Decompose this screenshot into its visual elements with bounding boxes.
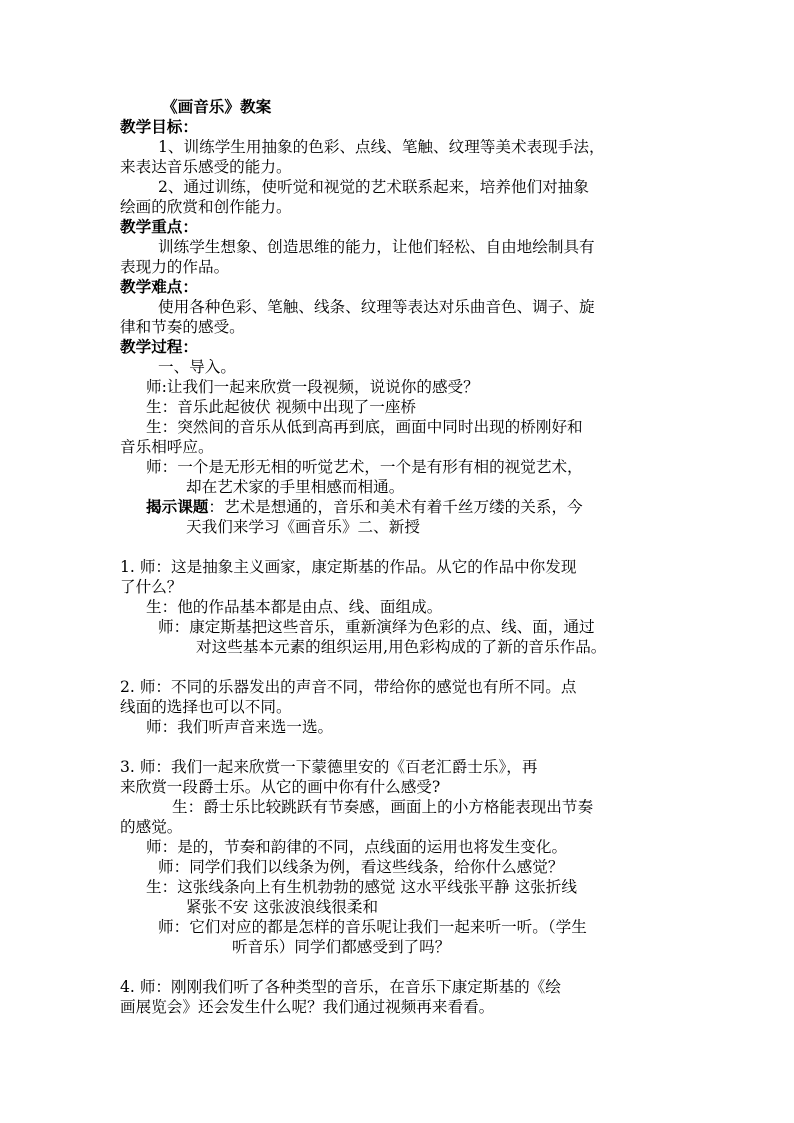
goal-2-line-1: 2、通过训练，使听觉和视觉的艺术联系起来，培养他们对抽象 (158, 178, 589, 196)
student-line-2b: 音乐相呼应。 (120, 438, 214, 456)
reveal-text: ：艺术是想通的，音乐和美术有着千丝万缕的关系，今 (208, 498, 583, 516)
reveal-line-2: 天我们来学习《画音乐》二、新授 (186, 518, 420, 536)
difficulty-line-2: 律和节奏的感受。 (120, 318, 245, 336)
difficulty-line-1: 使用各种色彩、笔触、线条、纹理等表达对乐曲音色、调子、旋 (158, 298, 595, 316)
section-3-line-8: 紧张不安 这张波浪线很柔和 (186, 898, 379, 916)
section-3-line-3: 生：爵士乐比较跳跃有节奏感，画面上的小方格能表现出节奏 (172, 798, 594, 816)
section-3-line-5: 师：是的，节奏和韵律的不同，点线面的运用也将发生变化。 (146, 838, 568, 856)
reveal-line-1 (146, 497, 583, 517)
section-1-line-2: 了什么？ (120, 578, 183, 596)
intro-step: 一、导入。 (158, 358, 236, 376)
process-heading: 教学过程： (120, 337, 198, 356)
focus-line-2: 表现力的作品。 (120, 258, 230, 276)
goal-1-line-2: 来表达音乐感受的能力。 (120, 158, 292, 176)
goal-2-line-2: 绘画的欣赏和创作能力。 (120, 198, 292, 216)
student-line-2a: 生：突然间的音乐从低到高再到底，画面中同时出现的桥刚好和 (146, 418, 583, 436)
goals-heading: 教学目标： (120, 117, 198, 136)
section-4-line-2: 画展览会》还会发生什么呢？我们通过视频再来看看。 (120, 998, 495, 1016)
section-3-line-1: 3. 师：我们一起来欣赏一下蒙德里安的《百老汇爵士乐》，再 (120, 758, 538, 776)
focus-line-1: 训练学生想象、创造思维的能力，让他们轻松、自由地绘制具有 (158, 238, 595, 256)
section-2-line-3: 师：我们听声音来选一选。 (146, 718, 334, 736)
section-1-line-5: 对这些基本元素的组织运用,用色彩构成的了新的音乐作品。 (196, 638, 607, 656)
teacher-line-2a: 师：一个是无形无相的听觉艺术，一个是有形有相的视觉艺术， (146, 458, 583, 476)
section-3-line-4: 的感觉。 (120, 818, 183, 836)
section-2-line-1: 2. 师：不同的乐器发出的声音不同，带给你的感觉也有所不同。点 (120, 678, 577, 696)
section-3-line-10: 听音乐）同学们都感受到了吗？ (232, 938, 451, 956)
goal-1-line-1: 1、训练学生用抽象的色彩、点线、笔触、纹理等美术表现手法， (158, 138, 605, 156)
teacher-line-1: 师:让我们一起来欣赏一段视频，说说你的感受？ (146, 378, 479, 396)
section-4-line-1: 4. 师：刚刚我们听了各种类型的音乐，在音乐下康定斯基的《绘 (120, 978, 561, 996)
section-3-line-6: 师：同学们我们以线条为例，看这些线条，给你什么感觉？ (158, 858, 564, 876)
section-3-line-7: 生：这张线条向上有生机勃勃的感觉 这水平线张平静 这张折线 (146, 878, 577, 896)
difficulty-heading: 教学难点： (120, 277, 198, 296)
focus-heading: 教学重点： (120, 217, 198, 236)
section-1-line-1: 1. 师：这是抽象主义画家，康定斯基的作品。从它的作品中你发现 (120, 558, 577, 576)
teacher-line-2b: 却在艺术家的手里相感而相通。 (186, 478, 405, 496)
section-2-line-2: 线面的选择也可以不同。 (120, 698, 292, 716)
section-1-line-3: 生：他的作品基本都是由点、线、面组成。 (146, 598, 443, 616)
student-line-1: 生：音乐此起彼伏 视频中出现了一座桥 (146, 398, 417, 416)
reveal-label: 揭示课题 (146, 497, 209, 516)
section-1-line-4: 师：康定斯基把这些音乐，重新演绎为色彩的点、线、面，通过 (158, 618, 595, 636)
document-title: 《画音乐》教案 (162, 97, 272, 116)
section-3-line-2: 来欣赏一段爵士乐。从它的画中你有什么感受? (120, 778, 441, 796)
section-3-line-9: 师：它们对应的都是怎样的音乐呢让我们一起来听一听。（学生 (158, 918, 587, 936)
